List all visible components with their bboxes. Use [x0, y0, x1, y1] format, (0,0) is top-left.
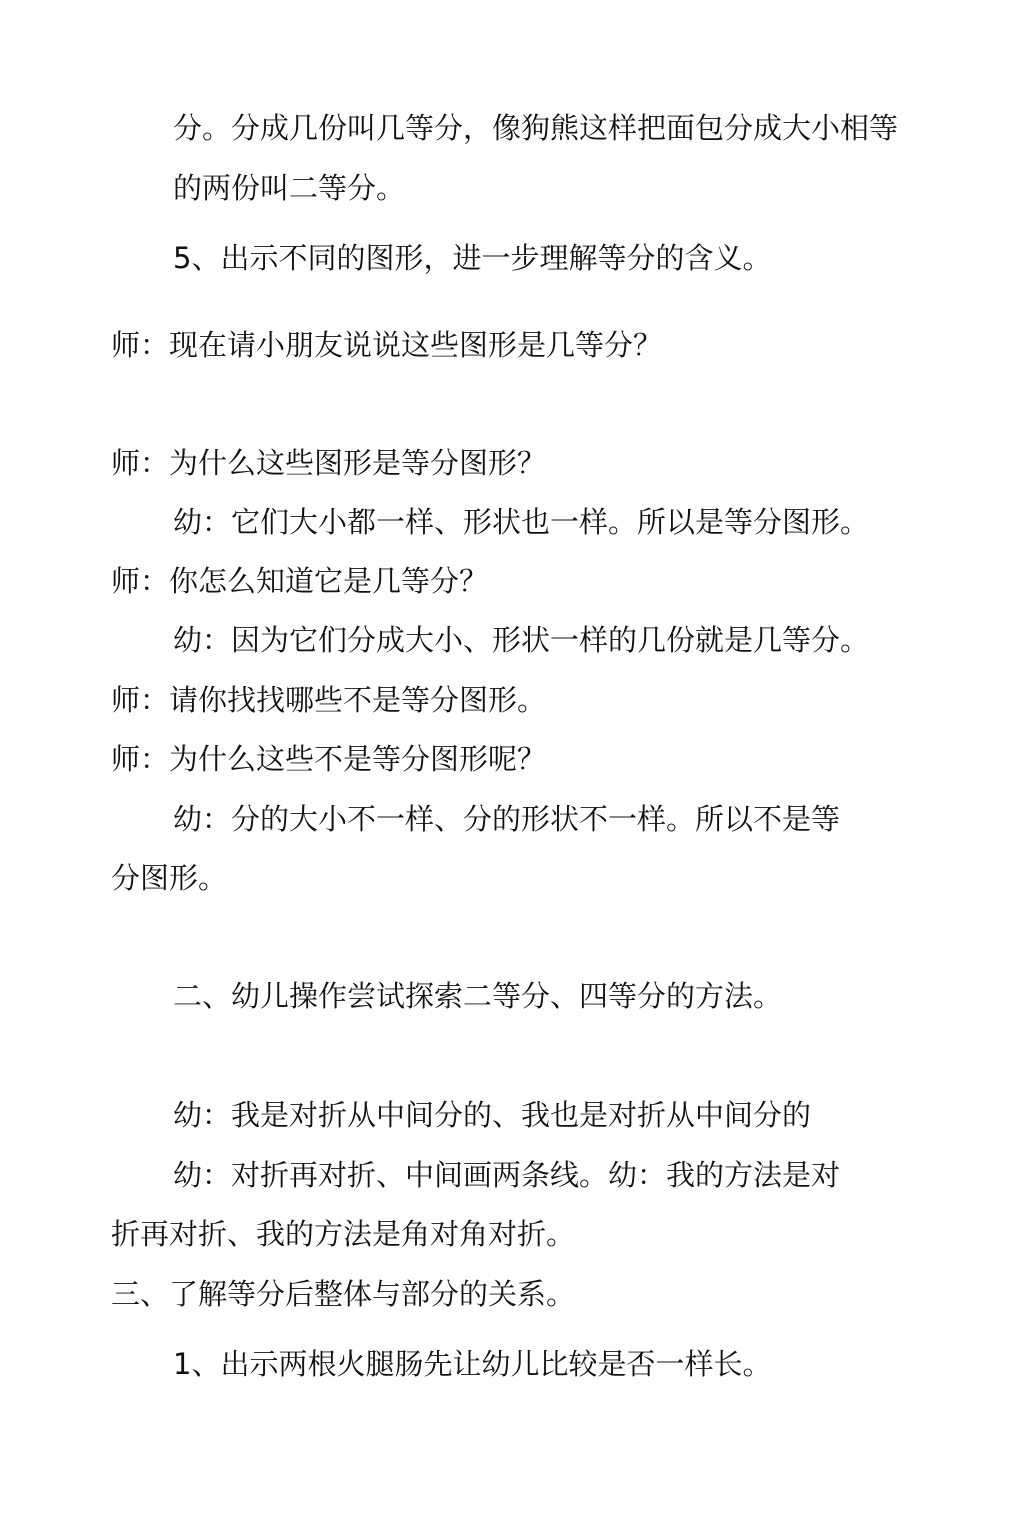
dialogue-teacher: 师：你怎么知道它是几等分？: [111, 564, 489, 598]
section-heading: 三、了解等分后整体与部分的关系。: [111, 1277, 576, 1311]
dialogue-child: 幼：因为它们分成大小、形状一样的几份就是几等分。: [173, 623, 870, 657]
dialogue-child: 幼：对折再对折、中间画两条线。幼：我的方法是对: [173, 1158, 841, 1192]
dialogue-teacher: 师：为什么这些不是等分图形呢？: [111, 742, 547, 776]
section-heading: 二、幼儿操作尝试探索二等分、四等分的方法。: [173, 979, 783, 1013]
paragraph-line: 的两份叫二等分。: [173, 171, 406, 205]
section-item: 1、出示两根火腿肠先让幼儿比较是否一样长。: [173, 1347, 772, 1381]
dialogue-child: 幼：分的大小不一样、分的形状不一样。所以不是等: [173, 802, 841, 836]
section-item: 5、出示不同的图形，进一步理解等分的含义。: [173, 241, 772, 275]
paragraph-line: 分图形。: [111, 861, 228, 895]
paragraph-line: 分。分成几份叫几等分，像狗熊这样把面包分成大小相等: [173, 111, 899, 145]
dialogue-child: 幼：我是对折从中间分的、我也是对折从中间分的: [173, 1098, 812, 1132]
paragraph-line: 折再对折、我的方法是角对角对折。: [111, 1217, 576, 1251]
dialogue-teacher: 师：为什么这些图形是等分图形？: [111, 446, 547, 480]
dialogue-child: 幼：它们大小都一样、形状也一样。所以是等分图形。: [173, 505, 870, 539]
dialogue-teacher: 师：现在请小朋友说说这些图形是几等分？: [111, 328, 663, 362]
dialogue-teacher: 师：请你找找哪些不是等分图形。: [111, 683, 547, 717]
